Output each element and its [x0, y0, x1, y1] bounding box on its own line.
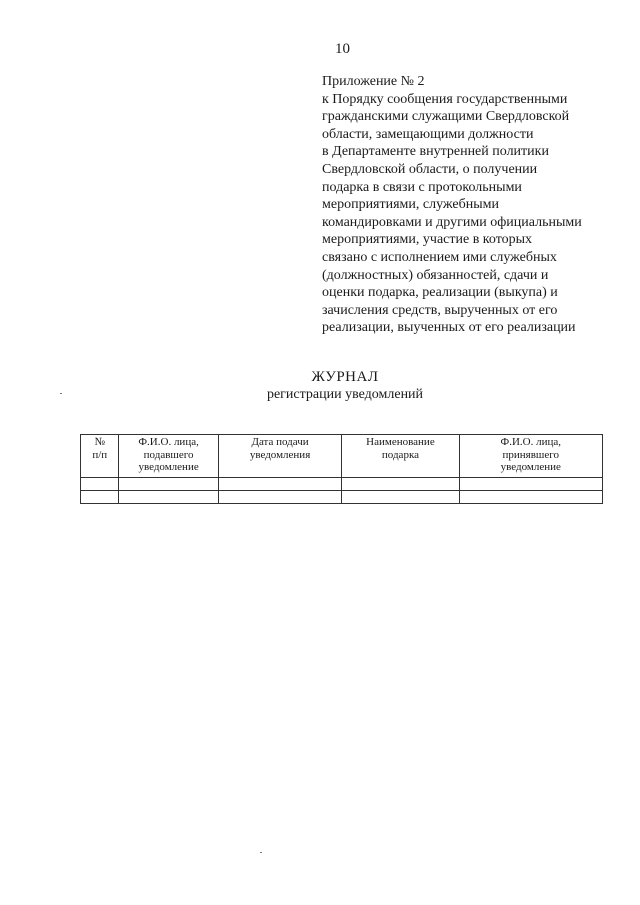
appendix-line: оценки подарка, реализации (выкупа) и — [322, 285, 558, 301]
header-number — [81, 435, 119, 478]
appendix-line: (должностных) обязанностей, сдачи и — [322, 267, 549, 283]
appendix-line: зачисления средств, вырученных от его — [322, 302, 558, 318]
appendix-line: в Департаменте внутренней политики — [322, 144, 549, 160]
table-cell — [218, 491, 342, 504]
table-row — [81, 491, 603, 504]
appendix-line: области, замещающими должности — [322, 126, 534, 142]
scan-speck — [60, 393, 62, 394]
appendix-line: связано с исполнением ими служебных — [322, 249, 557, 265]
appendix-line: гражданскими служащими Свердловской — [322, 109, 570, 125]
scan-speck — [260, 852, 262, 853]
table-cell — [342, 478, 459, 491]
appendix-line: командировками и другими официальными — [322, 214, 582, 230]
appendix-line: мероприятиями, участие в которых — [322, 232, 533, 248]
header-line: Ф.И.О. лица, — [138, 436, 199, 448]
notification-register-table — [80, 434, 603, 504]
table-cell — [119, 478, 218, 491]
page-number: 10 — [335, 41, 350, 57]
table-header-row — [81, 435, 603, 478]
appendix-line: Свердловской области, о получении — [322, 161, 538, 177]
appendix-line: реализации, выученных от его реализации — [322, 320, 576, 336]
header-gift-name — [342, 435, 459, 478]
header-line: подавшего — [143, 448, 194, 461]
table-cell — [81, 491, 119, 504]
table-cell — [119, 491, 218, 504]
journal-heading — [0, 368, 640, 404]
appendix-line: мероприятиями, служебными — [322, 197, 499, 213]
appendix-line: Приложение № 2 — [322, 74, 425, 89]
header-line: принявшего — [502, 448, 560, 461]
header-line: № — [94, 436, 105, 448]
table-cell — [81, 478, 119, 491]
appendix-line: к Порядку сообщения государственными — [322, 91, 568, 107]
header-submission-date — [218, 435, 342, 478]
table-row — [81, 478, 603, 491]
header-line: Дата подачи — [251, 436, 309, 448]
header-line: Наименование — [366, 436, 435, 448]
header-receiver-name — [459, 435, 602, 478]
appendix-line: подарка в связи с протокольными — [322, 179, 522, 195]
table-cell — [459, 478, 602, 491]
header-line: подарка — [381, 448, 419, 461]
header-line: Ф.И.О. лица, — [500, 436, 562, 448]
header-line: уведомления — [249, 448, 311, 461]
header-line: уведомление — [138, 461, 199, 473]
table-cell — [342, 491, 459, 504]
journal-title: ЖУРНАЛ — [311, 369, 379, 385]
table-cell — [459, 491, 602, 504]
header-submitter-name — [119, 435, 218, 478]
header-line: уведомление — [500, 461, 561, 473]
table-cell — [218, 478, 342, 491]
journal-subtitle: регистрации уведомлений — [266, 387, 424, 402]
appendix-block — [322, 73, 617, 337]
header-line: п/п — [92, 448, 108, 461]
